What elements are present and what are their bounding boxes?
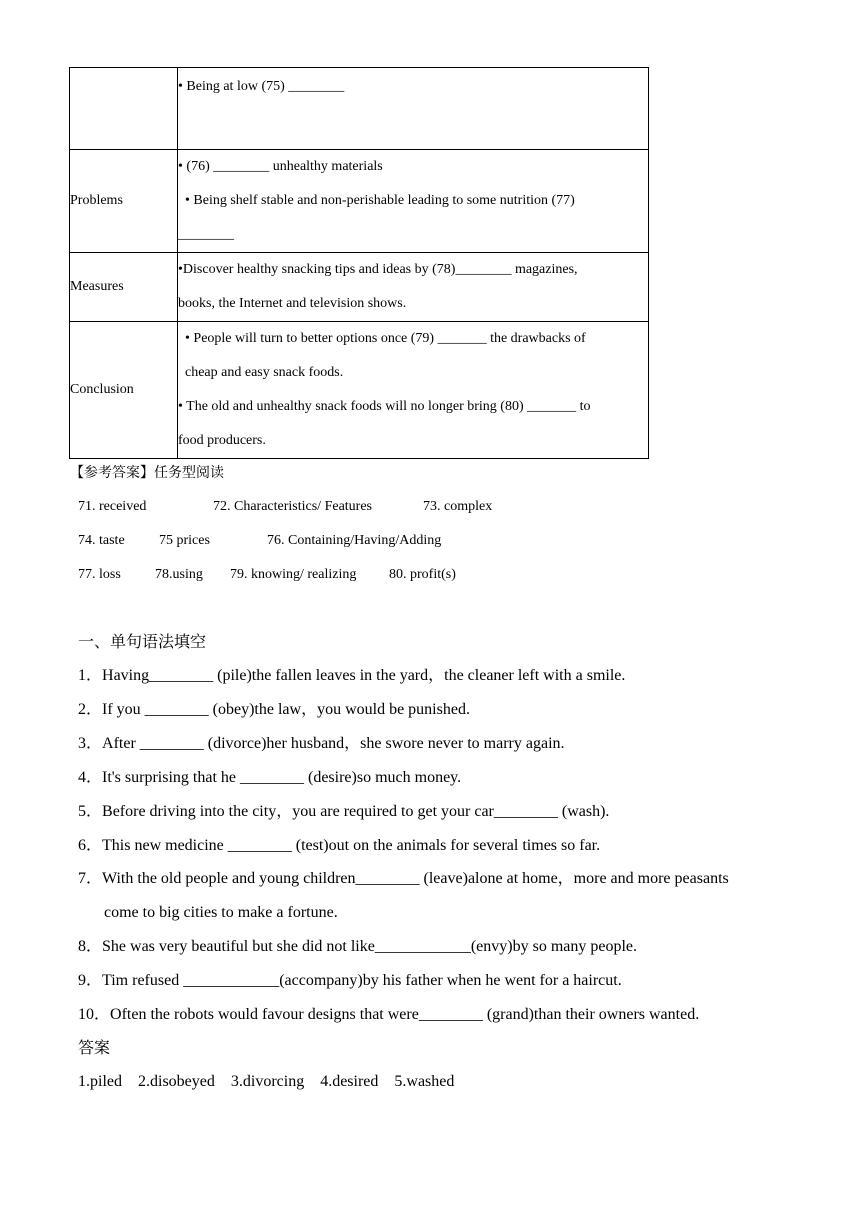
row-label: Measures (70, 253, 178, 322)
row-label (70, 68, 178, 150)
row-content (178, 68, 649, 150)
answer-item: 73. complex (423, 499, 493, 514)
answer-item: 77. loss (78, 567, 121, 582)
row-label: Problems (70, 150, 178, 253)
answer-item: 79. knowing/ realizing (230, 567, 357, 582)
answer-item: 80. profit(s) (389, 567, 456, 582)
answer-row (78, 490, 492, 524)
question-item (78, 693, 470, 727)
question-text: This new medicine ________ (test)out on the animals for several times so far. (102, 837, 601, 854)
question-text: It's surprising that he ________ (desire)so much money. (102, 769, 462, 786)
content-line: cheap and easy snack foods. (185, 365, 344, 380)
answer-list: 1.piled 2.disobeyed 3.divorcing 4.desired 5.washed (78, 1073, 455, 1090)
row-content (178, 150, 649, 253)
table-row (70, 322, 649, 459)
question-number: 6． (78, 837, 103, 854)
question-item (78, 829, 600, 863)
question-item (78, 862, 729, 896)
question-continuation: come to big cities to make a fortune. (104, 904, 338, 921)
question-number: 2． (78, 701, 103, 718)
question-item (78, 761, 461, 795)
content-line: • Being shelf stable and non-perishable leading to some nutrition (77) (185, 193, 575, 208)
answer-item: 71. received (78, 499, 147, 514)
content-line: ________ (178, 227, 234, 242)
question-text: She was very beautiful but she did not like____________(envy)by so many people. (102, 938, 638, 955)
question-text: If you ________ (obey)the law，you would be punished. (102, 701, 470, 718)
question-item (78, 795, 609, 829)
question-number: 7． (78, 870, 103, 887)
table-row (70, 150, 649, 253)
table-row (70, 68, 649, 150)
heading-text: 任务型阅读 (154, 465, 224, 481)
answer-item: 75 prices (159, 533, 210, 548)
content-line: food producers. (178, 433, 266, 448)
question-text: With the old people and young children________ (leave)alone at home，more and more peasants (102, 870, 729, 887)
content-line: • Being at low (75) ________ (178, 79, 345, 94)
question-number: 4． (78, 769, 103, 786)
answer-heading: 答案 (78, 1038, 111, 1057)
heading-bracket: 【参考答案】 (70, 465, 154, 481)
question-number: 8． (78, 938, 103, 955)
answer-row (78, 558, 456, 592)
question-number: 1． (78, 667, 103, 684)
question-text: Before driving into the city，you are required to get your car________ (wash). (102, 803, 610, 820)
answer-item: 78.using (155, 567, 203, 582)
answer-item: 72. Characteristics/ Features (213, 499, 373, 514)
question-number: 5． (78, 803, 103, 820)
question-text: Often the robots would favour designs that were________ (grand)than their owners wanted. (110, 1006, 700, 1023)
question-item (78, 727, 565, 761)
answer-item: 76. Containing/Having/Adding (267, 533, 442, 548)
row-content (178, 253, 649, 322)
question-text: After ________ (divorce)her husband，she swore never to marry again. (102, 735, 565, 752)
row-content (178, 322, 649, 459)
reference-heading (70, 456, 224, 490)
question-item (78, 998, 699, 1032)
question-number: 3． (78, 735, 103, 752)
content-line: • The old and unhealthy snack foods will no longer bring (80) _______ to (178, 399, 591, 414)
answer-item: 74. taste (78, 533, 125, 548)
task-reading-table (69, 67, 649, 459)
section-title: 一、单句语法填空 (78, 632, 207, 651)
question-item (78, 659, 625, 693)
row-label: Conclusion (70, 322, 178, 459)
content-line: • (76) ________ unhealthy materials (178, 159, 383, 174)
question-item (78, 964, 622, 998)
content-line: •Discover healthy snacking tips and ideas by (78)________ magazines, (178, 262, 578, 277)
answer-row (78, 524, 441, 558)
question-text: Having________ (pile)the fallen leaves in the yard，the cleaner left with a smile. (102, 667, 626, 684)
question-number: 9． (78, 972, 103, 989)
table-row (70, 253, 649, 322)
content-line: books, the Internet and television shows. (178, 296, 407, 311)
content-line: • People will turn to better options once (79) _______ the drawbacks of (185, 331, 586, 346)
question-text: Tim refused ____________(accompany)by his father when he went for a haircut. (102, 972, 622, 989)
question-number: 10． (78, 1006, 111, 1023)
question-item (78, 930, 637, 964)
